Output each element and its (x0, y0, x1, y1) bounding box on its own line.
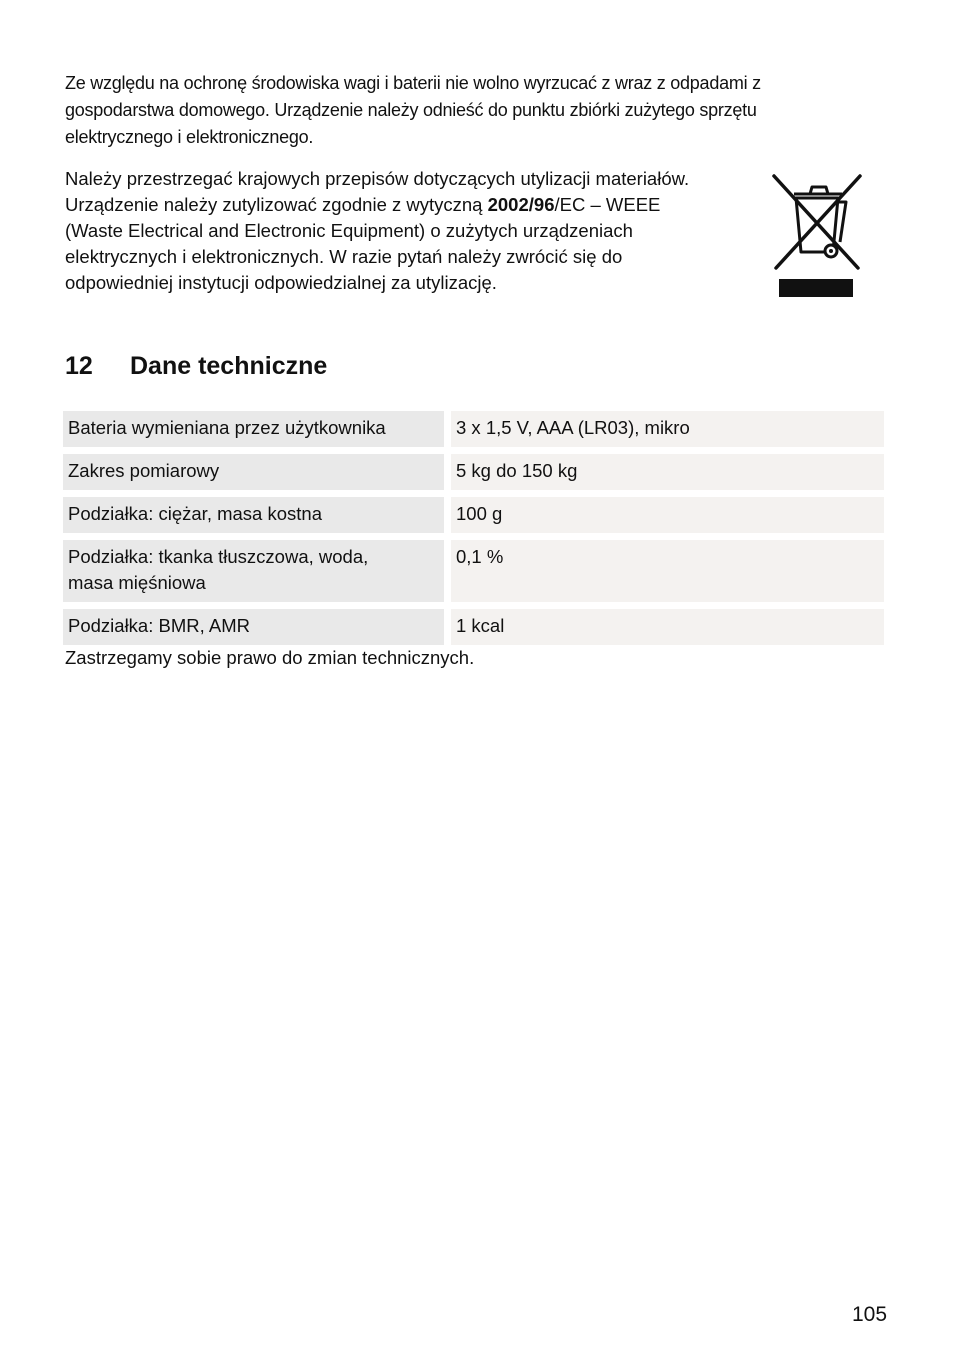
spec-label: Podziałka: tkanka tłuszczowa, woda, masa mięśniowa (63, 540, 444, 602)
table-row (63, 540, 884, 602)
table-row (63, 497, 884, 533)
crossed-out-wheelie-bin-icon (770, 172, 864, 300)
table-row (63, 454, 884, 490)
technical-changes-note: Zastrzegamy sobie prawo do zmian technicznych. (65, 647, 475, 668)
spec-value: 3 x 1,5 V, AAA (LR03), mikro (451, 411, 884, 447)
page-number: 105 (852, 1303, 888, 1326)
spec-value: 100 g (451, 497, 884, 533)
section-heading (65, 348, 327, 384)
spec-value: 0,1 % (451, 540, 884, 602)
spec-label: Podziałka: ciężar, masa kostna (63, 497, 444, 533)
spec-value: 5 kg do 150 kg (451, 454, 884, 490)
weee-text-after: /EC – WEEE (Waste Electrical and Electronic Equipment) o zużytych urządzeniach elektrycznych i elektronicznych. W razie pytań należy zwrócić się do odpowiedniej instytucji odpowiedzialnej za utylizację. (65, 194, 661, 293)
section-number: 12 (65, 352, 93, 380)
tech-spec-table (63, 411, 884, 652)
spec-value: 1 kcal (451, 609, 884, 645)
table-row (63, 609, 884, 645)
disposal-paragraph: Ze względu na ochronę środowiska wagi i baterii nie wolno wyrzucać z wraz z odpadami z gospodarstwa domowego. Urządzenie należy odnieść do punktu zbiórki zużytego sprzętu elektrycznego i elektronicznego. (65, 73, 761, 147)
spec-label: Podziałka: BMR, AMR (63, 609, 444, 645)
table-row (63, 411, 884, 447)
directive-number: 2002/96 (487, 194, 555, 215)
spec-label: Bateria wymieniana przez użytkownika (63, 411, 444, 447)
spec-label: Zakres pomiarowy (63, 454, 444, 490)
weee-text-before: Należy przestrzegać krajowych przepisów dotyczących utylizacji materiałów. Urządzenie należy zutylizować zgodnie z wytyczną (65, 168, 690, 215)
section-title: Dane techniczne (130, 352, 328, 380)
weee-paragraph (65, 166, 715, 296)
